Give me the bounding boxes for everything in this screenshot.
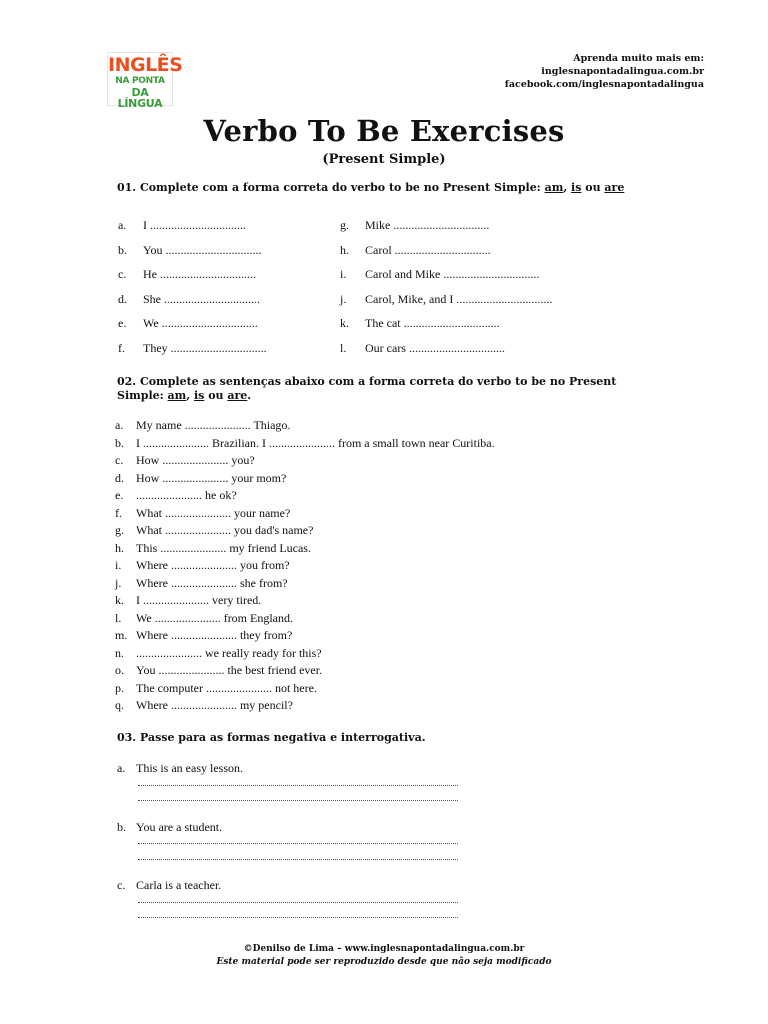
q2-item: [115, 593, 495, 611]
item-marker: a.: [115, 418, 124, 432]
logo-line-3: DA LÍNGUA: [117, 86, 163, 110]
answer-line[interactable]: [138, 917, 458, 918]
q2-item: [115, 488, 495, 506]
item-text: I ................................: [143, 218, 246, 232]
q1-item: [340, 267, 552, 292]
item-marker: b.: [115, 435, 124, 450]
q1-item: [340, 243, 552, 268]
item-marker: q.: [115, 698, 124, 712]
answer-line[interactable]: [138, 859, 458, 860]
q2-item: [115, 611, 495, 629]
q2-sep-2: ou: [204, 389, 228, 402]
q2-item: [115, 681, 495, 699]
q1-item: [118, 267, 267, 292]
item-text: You ...................... the best friend ever.: [136, 663, 323, 677]
answer-line[interactable]: [138, 800, 458, 801]
q3-item: [117, 820, 222, 835]
q2-heading-text: 02. Complete as sentenças abaixo com a forma correta do verbo to be no Present Simple:: [117, 375, 617, 402]
item-marker: j.: [340, 291, 347, 306]
q1-item: [340, 316, 552, 341]
q1-item: [340, 341, 552, 366]
item-marker: k.: [340, 316, 349, 330]
item-text: ...................... we really ready for this?: [136, 645, 322, 660]
footer-copyright: ©Denilso de Lima – www.inglesnapontadalingua.com.br: [243, 944, 525, 954]
item-text: How ...................... you?: [136, 453, 255, 467]
q2-heading: [117, 375, 662, 403]
item-text: Carla is a teacher.: [136, 878, 222, 892]
q2-item: [115, 523, 495, 541]
item-marker: c.: [118, 267, 127, 281]
item-text: Carol, Mike, and I ................................: [365, 291, 553, 306]
item-marker: d.: [118, 291, 127, 306]
q2-option-are: are: [227, 389, 248, 402]
item-marker: b.: [118, 242, 127, 257]
item-marker: a.: [117, 761, 126, 775]
q2-item: [115, 471, 495, 489]
item-marker: p.: [115, 680, 124, 695]
item-text: How ...................... your mom?: [136, 470, 287, 485]
q2-item: [115, 558, 495, 576]
q1-item: [118, 341, 267, 366]
q1-sep-2: ou: [581, 181, 605, 194]
q3-item: [117, 878, 221, 893]
logo-line-2: NA PONTA: [115, 76, 165, 86]
header-link-intro: Aprenda muito mais em:: [573, 53, 704, 64]
answer-line[interactable]: [138, 785, 458, 786]
item-marker: g.: [115, 523, 124, 537]
q1-right-column: [340, 218, 552, 365]
q2-list: [115, 418, 495, 716]
q2-item: [115, 663, 495, 681]
item-marker: h.: [115, 540, 124, 555]
q1-sep-1: ,: [563, 181, 572, 194]
q3-heading: 03. Passe para as formas negativa e interrogativa.: [117, 731, 426, 744]
q2-sep-1: ,: [186, 389, 194, 402]
item-marker: e.: [115, 488, 124, 502]
header-link-facebook[interactable]: facebook.com/inglesnapontadalingua: [504, 79, 704, 90]
q2-item: [115, 418, 495, 436]
q2-option-is: is: [193, 389, 205, 402]
q1-option-am: am: [544, 181, 564, 194]
item-marker: m.: [115, 628, 128, 642]
item-marker: a.: [118, 218, 127, 232]
q1-item: [118, 218, 267, 243]
item-text: She ................................: [143, 291, 260, 306]
item-text: We ...................... from England.: [136, 610, 294, 625]
item-marker: j.: [115, 575, 122, 590]
q2-heading-end: .: [247, 389, 252, 402]
item-marker: o.: [115, 663, 124, 677]
q1-heading-text: 01. Complete com a forma correta do verbo to be no Present Simple:: [117, 181, 545, 194]
q3-item: [117, 761, 243, 776]
answer-line[interactable]: [138, 843, 458, 844]
q1-item: [340, 292, 552, 317]
item-text: Where ...................... she from?: [136, 575, 288, 590]
q1-option-are: are: [604, 181, 625, 194]
q1-option-is: is: [571, 181, 582, 194]
q2-item: [115, 453, 495, 471]
item-text: ...................... he ok?: [136, 488, 237, 502]
item-marker: e.: [118, 316, 127, 330]
item-marker: k.: [115, 593, 124, 607]
header-link-site[interactable]: inglesnapontadalingua.com.br: [541, 66, 704, 77]
logo-line-1: INGLÊS: [108, 54, 183, 76]
q2-item: [115, 436, 495, 454]
item-text: Where ...................... they from?: [136, 628, 293, 642]
page-title: Verbo To Be Exercises: [203, 114, 565, 148]
item-marker: n.: [115, 645, 124, 660]
item-text: This ...................... my friend Lucas.: [136, 540, 311, 555]
logo: [107, 52, 183, 110]
q2-item: [115, 628, 495, 646]
item-text: This is an easy lesson.: [136, 761, 243, 775]
q2-item: [115, 506, 495, 524]
q1-item: [118, 316, 267, 341]
item-marker: l.: [115, 610, 122, 625]
q2-item: [115, 698, 495, 716]
item-text: What ...................... you dad's name?: [136, 523, 314, 537]
item-text: My name ...................... Thiago.: [136, 418, 291, 432]
item-text: Carol ................................: [365, 242, 491, 257]
footer-notice: Este material pode ser reproduzido desde que não seja modificado: [216, 957, 552, 967]
item-text: Where ...................... my pencil?: [136, 698, 293, 712]
q1-item: [118, 243, 267, 268]
q2-option-am: am: [167, 389, 187, 402]
item-text: I ...................... Brazilian. I ...................... from a small town near Curitiba.: [136, 435, 495, 450]
item-marker: g.: [340, 218, 349, 232]
header-links: [505, 52, 704, 91]
item-marker: i.: [115, 558, 122, 572]
item-text: Mike ................................: [365, 218, 490, 232]
item-text: Where ...................... you from?: [136, 558, 290, 572]
item-marker: c.: [115, 453, 124, 467]
q1-heading: [117, 181, 677, 195]
answer-line[interactable]: [138, 902, 458, 903]
item-marker: c.: [117, 878, 126, 892]
item-text: The computer ...................... not here.: [136, 680, 317, 695]
q2-item: [115, 646, 495, 664]
item-marker: d.: [115, 470, 124, 485]
item-marker: b.: [117, 820, 126, 834]
item-marker: i.: [340, 267, 347, 281]
item-text: Carol and Mike ................................: [365, 267, 540, 281]
item-text: The cat ................................: [365, 316, 500, 330]
q2-item: [115, 541, 495, 559]
item-text: He ................................: [143, 267, 256, 281]
footer: [0, 943, 768, 969]
item-marker: f.: [118, 340, 125, 355]
item-text: You ................................: [143, 242, 262, 257]
item-marker: l.: [340, 340, 347, 355]
page-subtitle: (Present Simple): [322, 152, 446, 167]
item-marker: f.: [115, 505, 122, 520]
item-text: What ...................... your name?: [136, 505, 291, 520]
q2-item: [115, 576, 495, 594]
item-text: You are a student.: [136, 820, 223, 834]
q1-item: [118, 292, 267, 317]
item-text: We ................................: [143, 316, 258, 330]
item-text: Our cars ................................: [365, 340, 505, 355]
item-text: They ................................: [143, 340, 267, 355]
item-text: I ...................... very tired.: [136, 593, 262, 607]
q1-item: [340, 218, 552, 243]
item-marker: h.: [340, 242, 349, 257]
q1-left-column: [118, 218, 267, 365]
